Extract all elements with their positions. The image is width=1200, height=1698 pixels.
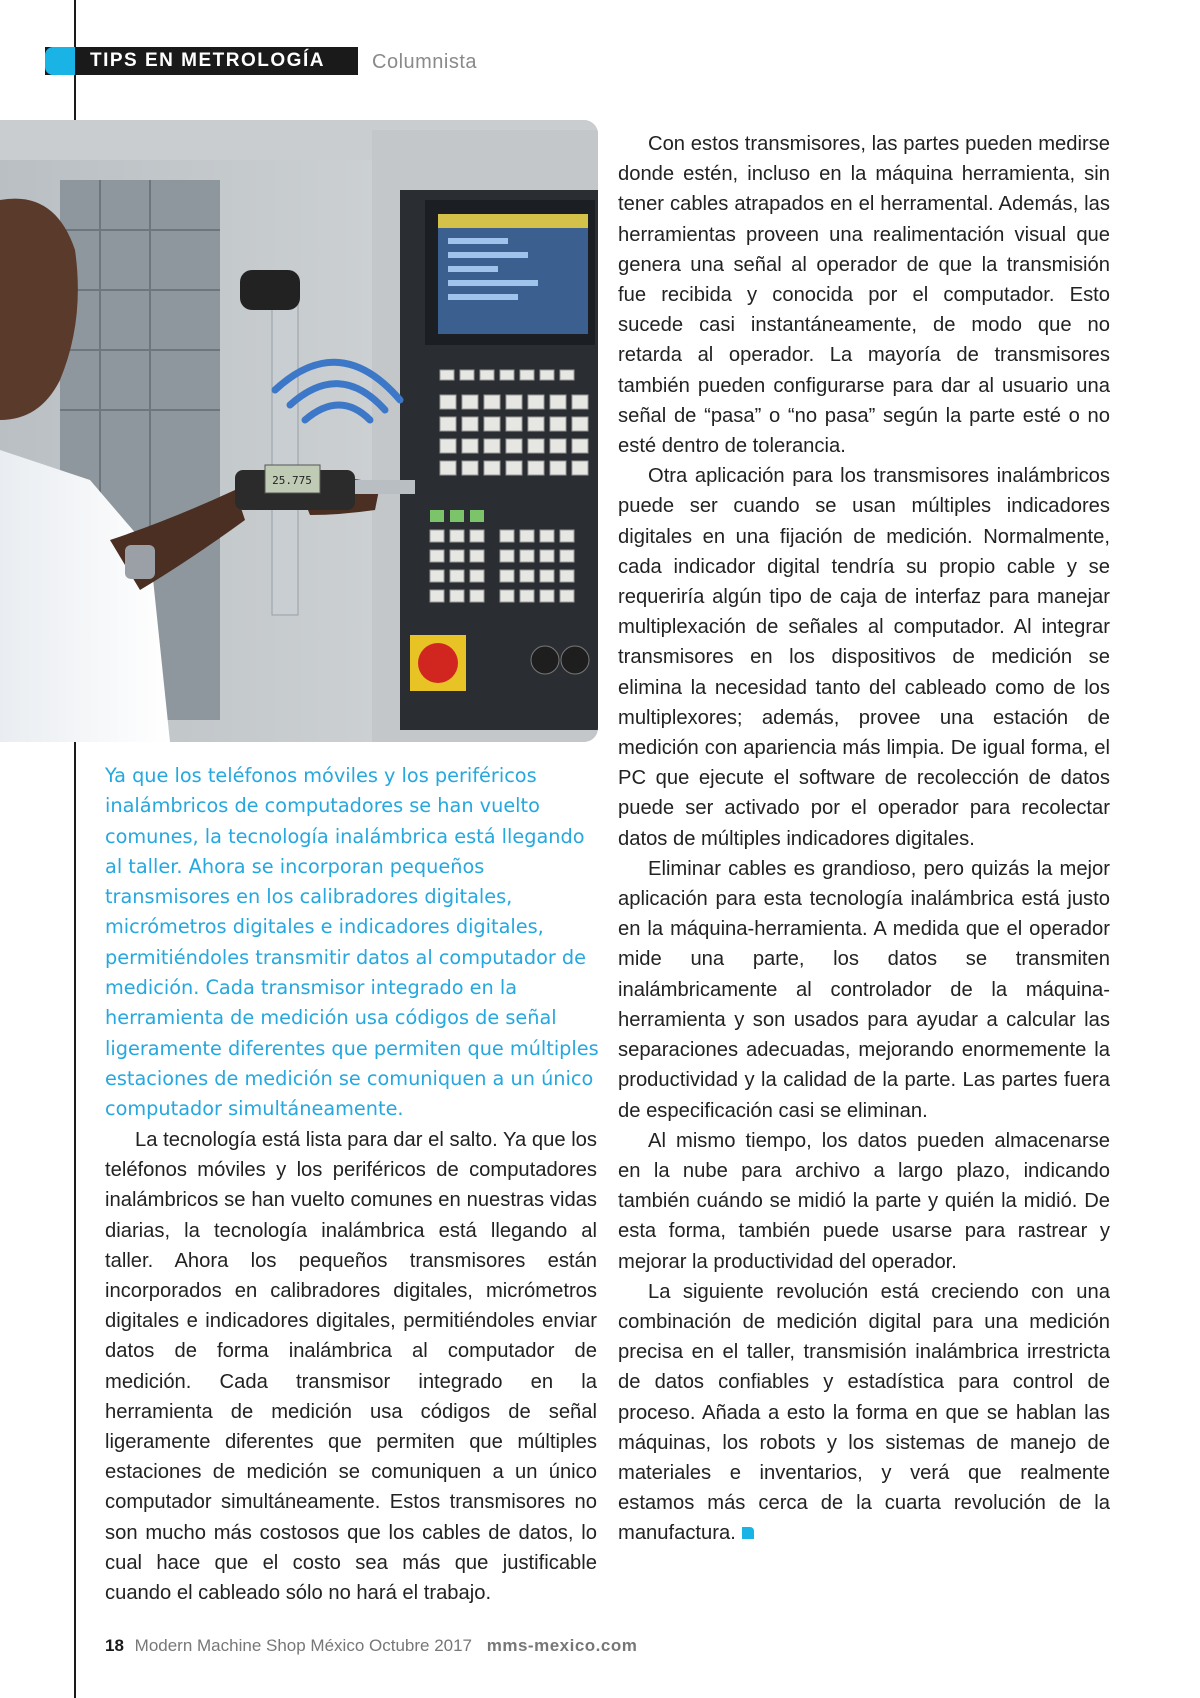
final-paragraph-text: La siguiente revolución está creciendo con una combinación de medición digital para una medición precisa en el taller, transmisión inalámbrica irrestricta de datos confiables y estadística para control de proceso. Añada a esto la forma en que se hablan las máquinas, los robots y los sistemas de manejo de materiales e inventarios, y verá que realmente estamos más cerca de la cuarta revolución de la manufactura. (618, 1280, 1110, 1545)
body-paragraph: Con estos transmisores, las partes pueden medirse donde estén, incluso en la máquina herramienta, sin tener cables atrapados en el herramental. Además, las herramientas proveen una realimentación visual que genera una señal al operador de que la transmisión fue recibida y conocida por el computador. Esto sucede casi instantáneamente, de modo que no retarda al operador. La mayoría de transmisores también pueden configurarse para dar al usuario una señal de “pasa” o “no pasa” según la parte esté o no esté dentro de tolerancia. (618, 133, 1110, 458)
article-column-right (618, 129, 1110, 1549)
body-paragraph: Otra aplicación para los transmisores inalámbricos puede ser cuando se usan múltiples indicadores digitales en una fijación de medición. Normalmente, cada indicador digital tendría su propio cable y se requeriría algún tipo de caja de interfaz para manejar multiplexación de señales al computador. Al integrar transmisores en los dispositivos de medición se elimina la necesidad tanto del cableado como de los multiplexores; además, provee una estación de medición con apariencia más limpia. De igual forma, el PC que ejecute el software de recolección de datos puede ser activado por el operador para recolectar datos de múltiples indicadores digitales. (618, 465, 1110, 850)
section-header-accent (45, 47, 75, 75)
article-photo (0, 120, 598, 742)
section-subtitle: Columnista (372, 51, 478, 73)
body-paragraph: Eliminar cables es grandioso, pero quizás la mejor aplicación para esta tecnología inalámbrica está justo en la máquina-herramienta. A medida que el operador mide una parte, los datos se transmiten inalámbricamente al controlador de la máquina-herramienta y son usados para ayudar a calcular las separaciones adecuadas, mejorando enormemente la productividad y la calidad de la parte. Las partes fuera de especificación casi se eliminan. (618, 857, 1110, 1122)
body-paragraph-final (618, 1277, 1110, 1549)
page-footer (105, 1636, 637, 1656)
pull-quote: Ya que los teléfonos móviles y los periféricos inalámbricos de computadores se han vuelto comunes, la tecnología inalámbrica está llegando al taller. Ahora se incorporan pequeños transmisores en los calibradores digitales, micrómetros digitales e indicadores digitales, permitiéndoles transmitir datos al computador de medición. Cada transmisor integrado en la herramienta de medición usa códigos de señal ligeramente diferentes que permiten que múltiples estaciones de medición se comuniquen a un único computador simultáneamente. (105, 764, 599, 1121)
section-title: TIPS EN METROLOGÍA (90, 50, 325, 71)
article-end-icon (742, 1527, 754, 1539)
article-column-left (105, 1125, 597, 1608)
body-paragraph: La tecnología está lista para dar el salto. Ya que los teléfonos móviles y los periféricos de computadores inalámbricos se han vuelto comunes en nuestras vidas diarias, la tecnología inalámbrica está llegando al taller. Ahora los pequeños transmisores están incorporados en calibradores digitales, micrómetros digitales e indicadores digitales, permitiéndoles enviar datos de forma inalámbrica al computador de medición. Cada transmisor integrado en la herramienta de medición usa códigos de señal ligeramente diferentes que permiten que múltiples estaciones de medición se comuniquen a un único computador simultáneamente. Estos transmisores no son mucho más costosos que los cables de datos, lo cual hace que el costo sea más que justificable cuando el cableado sólo no hará el trabajo. (105, 1129, 597, 1605)
publication-info: Modern Machine Shop México Octubre 2017 (134, 1636, 473, 1655)
body-paragraph: Al mismo tiempo, los datos pueden almacenarse en la nube para archivo a largo plazo, indicando también cuándo se midió la parte y quién la midió. De esta forma, también puede usarse para rastrear y mejorar la productividad del operador. (618, 1129, 1110, 1273)
page-number: 18 (105, 1636, 124, 1655)
micrometer-readout: 25.775 (272, 474, 312, 487)
website-link[interactable]: mms-mexico.com (486, 1636, 638, 1655)
